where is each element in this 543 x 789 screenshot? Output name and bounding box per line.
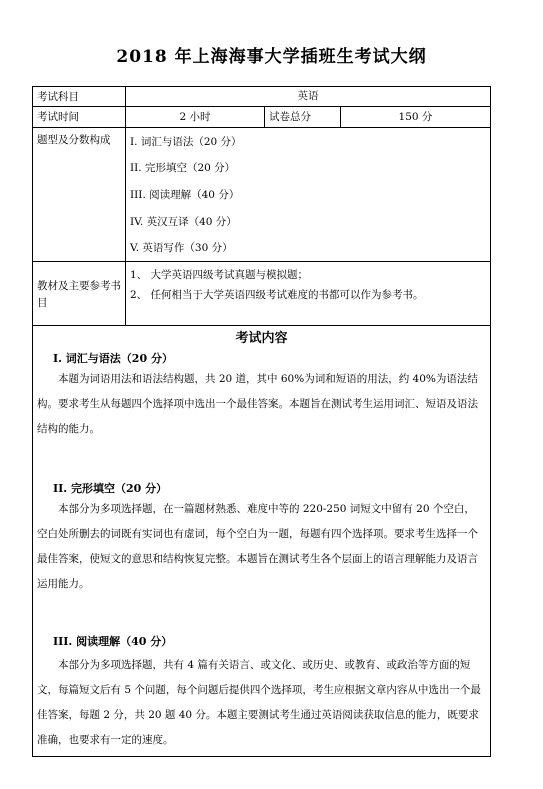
time-label: 考试时间 xyxy=(33,107,126,127)
section-body: 本题为词语用法和语法结构题，共 20 道，其中 60%为词和短语的用法，约 40%为语法结构。要求考生从每题四个选择项中选出一个最佳答案。本题旨在测试考生运用词汇、短语及语法结构的能力。 xyxy=(37,373,478,435)
section-heading: I. 词汇与语法（20 分） xyxy=(53,352,173,365)
materials-row xyxy=(33,262,490,326)
structure-item: IV. 英汉互译（40 分） xyxy=(130,216,237,228)
structure-item: V. 英语写作（30 分） xyxy=(130,242,233,254)
content-section-title: 考试内容 xyxy=(235,331,288,346)
subject-value: 英语 xyxy=(297,90,319,102)
structure-item: III. 阅读理解（40 分） xyxy=(130,189,240,201)
materials-list xyxy=(126,262,490,325)
structure-row xyxy=(33,128,490,262)
section-heading: III. 阅读理解（40 分） xyxy=(53,635,173,648)
score-label: 试卷总分 xyxy=(265,107,341,127)
subject-row xyxy=(33,87,490,107)
score-value: 150 分 xyxy=(398,111,433,123)
structure-label: 题型及分数构成 xyxy=(33,128,126,261)
structure-item: I. 词汇与语法（20 分） xyxy=(130,136,242,148)
time-value: 2 小时 xyxy=(126,107,265,127)
section-heading: II. 完形填空（20 分） xyxy=(53,482,168,495)
time-row xyxy=(33,107,490,128)
subject-label: 考试科目 xyxy=(33,87,126,106)
page-title: 2018 年上海海事大学插班生考试大纲 xyxy=(116,47,427,67)
section-body: 本部分为多项选择题，在一篇题材熟悉、难度中等的 220-250 词短文中留有 20 个空白，空白处所删去的词既有实词也有虚词，每个空白为一题，每题有四个选择项。要求考生选择一个最佳答案，使短文的意思和结构恢复完整。本题旨在测试考生各个层面上的语言理解能力及语言运用能力。 xyxy=(37,503,478,590)
materials-item: 2、 任何相当于大学英语四级考试难度的书都可以作为参考书。 xyxy=(130,289,424,301)
materials-item: 1、 大学英语四级考试真题与模拟题； xyxy=(130,269,309,281)
structure-list xyxy=(126,128,490,261)
structure-item: II. 完形填空（20 分） xyxy=(130,162,236,174)
section-body: 本部分为多项选择题，共有 4 篇有关语言、或文化、或历史、或教育、或政治等方面的短文，每篇短文后有 5 个问题，每个问题后提供四个选择项，考生应根据文章内容从中选出一个最佳答案，每题 2 分，共 20 题 40 分。本题主要测试考生通过英语阅读获取信息的能力，既要求准确，也要求有一定的速度。 xyxy=(37,659,481,746)
syllabus-table xyxy=(32,86,491,757)
materials-label: 教材及主要参考书目 xyxy=(33,262,126,325)
